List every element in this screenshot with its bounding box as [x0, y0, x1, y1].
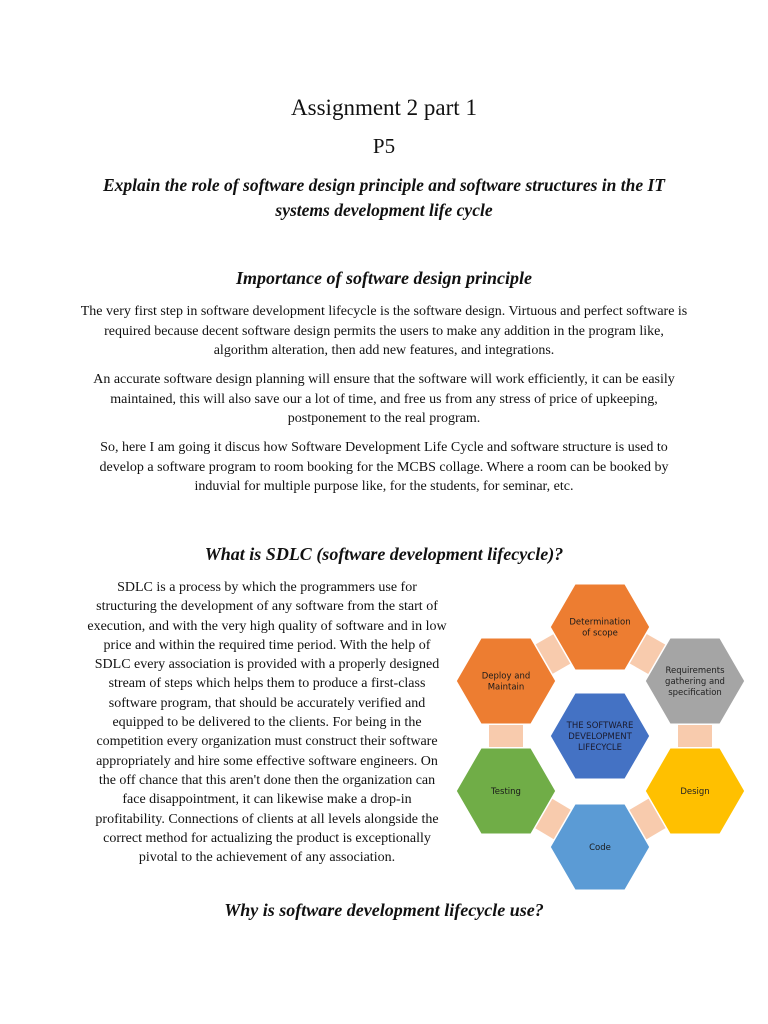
sdlc-cycle-diagram — [450, 575, 750, 897]
hex-deploy-maintain-label: Deploy and Maintain — [481, 671, 531, 693]
section-heading-importance: Importance of software design principle — [236, 268, 532, 288]
hex-design-label: Design — [680, 787, 710, 797]
main-question-heading: Explain the role of software design principle and software structures in the IT systems development life cycle — [103, 175, 665, 220]
hex-testing-label: Testing — [491, 787, 521, 797]
paragraph: An accurate software design planning will ensure that the software will work efficiently, it can be easily maintained, this will also save our a lot of time, and free us from any stress of price of upkeeping, postponement to the real program. — [93, 372, 675, 426]
hex-center-sdlc-label: THE SOFTWARE DEVELOPMENT LIFECYCLE — [566, 721, 634, 753]
hex-code-label: Code — [589, 843, 611, 853]
sdlc-description: SDLC is a process by which the programmers use for structuring the development of any software from the start of execution, and with the very high quality of software and in low price and within the required time period. With the help of SDLC every association is provided with a properly designed stream of steps which helps them to produce a first-class software program, that should be accurately verified and equipped to be delivered to the clients. For being in the competition every organization must construct their software appropriately and hire some effective software engineers. On the off chance that this aren't done then the organization can face disappointment, it can likewise make a drop-in profitability. Connections of clients at all levels alongside the correct method for actualizing the product is exceptionally pivotal to the achievement of any association. — [87, 580, 447, 866]
hex-determination-of-scope-label: Determination of scope — [569, 617, 631, 639]
section-heading-sdlc: What is SDLC (software development lifecycle)? — [204, 544, 564, 564]
section-heading-why: Why is software development lifecycle use? — [224, 900, 544, 920]
paragraph: The very first step in software development lifecycle is the software design. Virtuous and perfect software is required because decent software design permits the users to make any addition in the program like, algorithm alteration, then add new features, and integrations. — [80, 304, 688, 358]
assignment-title: Assignment 2 part 1 — [291, 95, 477, 120]
hex-requirements-label: Requirements gathering and specification — [665, 666, 725, 698]
part-code: P5 — [372, 134, 396, 158]
paragraph: So, here I am going it discus how Software Development Life Cycle and software structure is used to develop a software program to room booking for the MCBS collage. Where a room can be booked by induvial for multiple purpose like, for the students, for seminar, etc. — [99, 440, 669, 494]
